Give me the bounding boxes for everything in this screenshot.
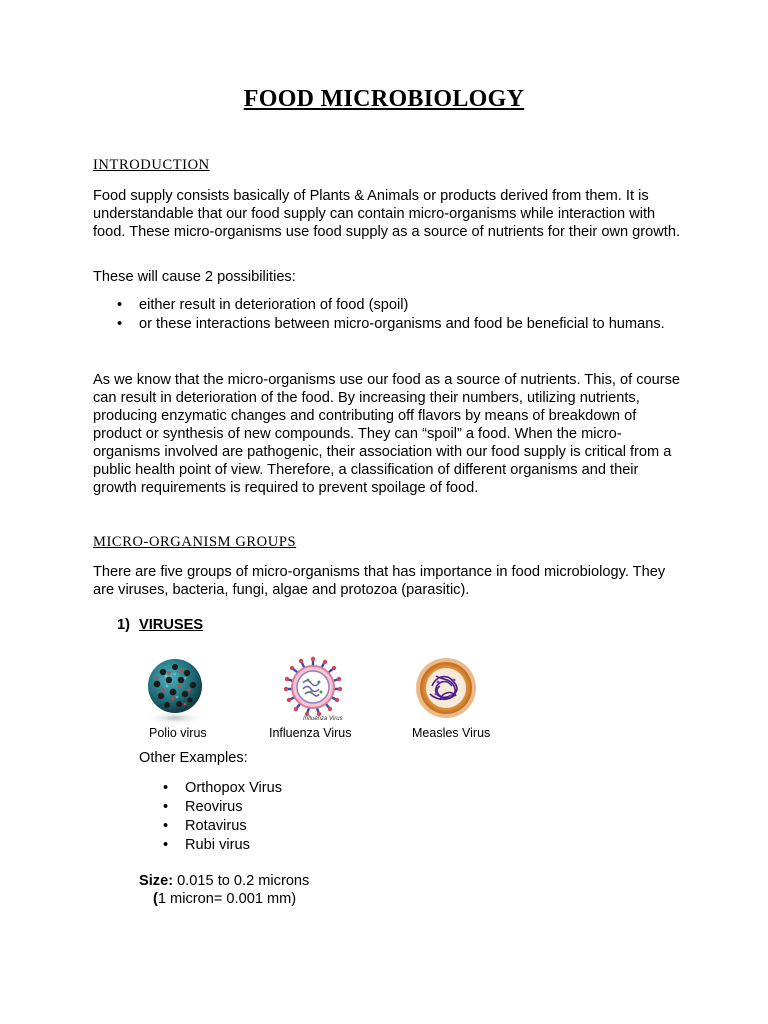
- list-item: • or these interactions between micro-organisms and food be beneficial to humans.: [117, 315, 665, 332]
- list-item: • Rotavirus: [163, 818, 247, 834]
- bullet-icon: •: [117, 315, 123, 332]
- size-value: 0.015 to 0.2 microns: [173, 873, 310, 889]
- introduction-paragraph-1: Food supply consists basically of Plants & Animals or products derived from them. It is understandable that our food supply can contain micro-organisms while interaction with food. These micro-organisms use food supply as a source of nutrients for their own growth.: [93, 188, 681, 240]
- bullet-icon: •: [163, 780, 169, 796]
- virus-examples-list: [139, 779, 282, 855]
- possibilities-list: [93, 296, 683, 333]
- list-item: • Rubi virus: [163, 837, 250, 853]
- size-info: [139, 872, 309, 908]
- viruses-number: 1): [117, 617, 130, 633]
- influenza-inner-label: Influenza Virus: [303, 716, 343, 722]
- list-item: • Orthopox Virus: [163, 780, 283, 796]
- list-item: • Reovirus: [163, 799, 243, 815]
- introduction-paragraph-3: As we know that the micro-organisms use our food as a source of nutrients. This, of course can result in deterioration of the food. By increasing their numbers, utilizing nutrients, producing enzymatic changes and contributing off flavors by means of breakdown of product or synthesis of new compounds. They can “spoil” a food. When the micro-organisms involved are pathogenic, their association with our food supply is critical from a public health point of view. Therefore, a classification of different organisms and their growth requirements is required to prevent spoilage of food.: [93, 372, 680, 496]
- size-label: Size:: [139, 873, 174, 889]
- page-title: FOOD MICROBIOLOGY: [243, 86, 525, 112]
- polio-virus-caption: Polio virus: [149, 726, 207, 740]
- influenza-virus-caption: Influenza Virus: [269, 726, 352, 740]
- introduction-paragraph-2: These will cause 2 possibilities:: [93, 269, 296, 285]
- size-note: 1 micron= 0.001 mm): [157, 891, 297, 907]
- polio-virus-image: [139, 652, 211, 726]
- measles-virus-caption: Measles Virus: [412, 726, 491, 740]
- viruses-heading: [117, 617, 203, 633]
- bullet-icon: •: [117, 297, 123, 313]
- other-examples-label: Other Examples:: [139, 750, 248, 766]
- bullet-icon: •: [163, 799, 169, 815]
- bullet-icon: •: [163, 818, 169, 834]
- micro-organism-groups-heading: MICRO-ORGANISM GROUPS: [93, 534, 297, 550]
- groups-paragraph: There are five groups of micro-organisms that has importance in food microbiology. They are viruses, bacteria, fungi, algae and protozoa (parasitic).: [93, 564, 666, 598]
- viruses-label: VIRUSES: [139, 617, 204, 633]
- measles-virus-image: [414, 656, 478, 722]
- size-note-paren: (: [153, 891, 158, 907]
- list-item: • either result in deterioration of food (spoil): [117, 297, 409, 313]
- bullet-icon: •: [163, 837, 169, 853]
- introduction-heading: INTRODUCTION: [93, 157, 210, 173]
